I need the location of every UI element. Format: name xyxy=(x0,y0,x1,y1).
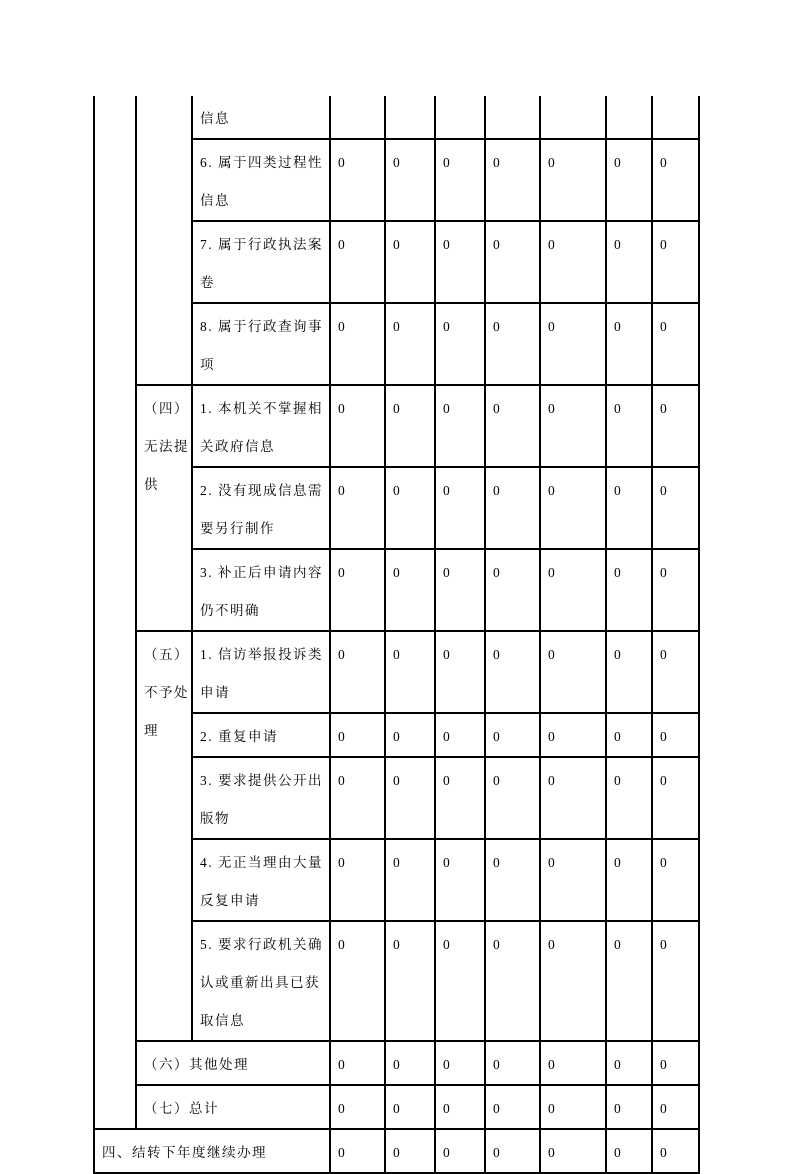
value-cell: 0 xyxy=(330,1129,385,1173)
table-row xyxy=(94,1085,699,1129)
value-cell: 0 xyxy=(435,303,485,385)
value-cell: 0 xyxy=(606,839,652,921)
value-cell xyxy=(606,96,652,139)
table-row xyxy=(94,385,699,467)
value-cell: 0 xyxy=(435,713,485,757)
value-cell: 0 xyxy=(435,549,485,631)
value-cell: 0 xyxy=(540,549,606,631)
value-cell: 0 xyxy=(652,713,699,757)
value-cell: 0 xyxy=(385,713,435,757)
value-cell: 0 xyxy=(652,1129,699,1173)
value-cell: 0 xyxy=(540,1041,606,1085)
value-cell xyxy=(435,96,485,139)
value-cell: 0 xyxy=(485,1129,540,1173)
value-cell: 0 xyxy=(385,467,435,549)
value-cell: 0 xyxy=(652,839,699,921)
value-cell: 0 xyxy=(385,1041,435,1085)
value-cell: 0 xyxy=(435,757,485,839)
value-cell: 0 xyxy=(435,385,485,467)
value-cell: 0 xyxy=(485,1041,540,1085)
value-cell: 0 xyxy=(606,1041,652,1085)
subcategory-label-cell: （四）无法提供 xyxy=(136,385,192,631)
value-cell: 0 xyxy=(606,713,652,757)
outer-category-span-cell xyxy=(94,96,136,1129)
value-cell: 0 xyxy=(652,303,699,385)
value-cell: 0 xyxy=(435,139,485,221)
value-cell: 0 xyxy=(606,1085,652,1129)
value-cell: 0 xyxy=(652,467,699,549)
value-cell: 0 xyxy=(606,631,652,713)
value-cell: 0 xyxy=(540,757,606,839)
value-cell: 0 xyxy=(385,549,435,631)
value-cell: 0 xyxy=(330,1041,385,1085)
item-cell: 1. 信访举报投诉类申请 xyxy=(192,631,330,713)
value-cell: 0 xyxy=(385,1085,435,1129)
value-cell: 0 xyxy=(606,221,652,303)
value-cell: 0 xyxy=(606,467,652,549)
value-cell: 0 xyxy=(330,467,385,549)
item-cell: 四、结转下年度继续办理 xyxy=(94,1129,330,1173)
value-cell: 0 xyxy=(540,467,606,549)
value-cell: 0 xyxy=(485,713,540,757)
item-cell: 1. 本机关不掌握相关政府信息 xyxy=(192,385,330,467)
value-cell: 0 xyxy=(606,757,652,839)
item-cell: 3. 补正后申请内容仍不明确 xyxy=(192,549,330,631)
value-cell: 0 xyxy=(330,631,385,713)
value-cell: 0 xyxy=(652,631,699,713)
value-cell: 0 xyxy=(606,303,652,385)
item-cell: 8. 属于行政查询事项 xyxy=(192,303,330,385)
value-cell: 0 xyxy=(652,139,699,221)
value-cell: 0 xyxy=(330,303,385,385)
value-cell: 0 xyxy=(330,549,385,631)
item-cell: （七）总计 xyxy=(136,1085,330,1129)
value-cell: 0 xyxy=(485,921,540,1041)
subcategory-span-cell-cut xyxy=(136,96,192,385)
value-cell: 0 xyxy=(330,139,385,221)
value-cell: 0 xyxy=(652,921,699,1041)
value-cell: 0 xyxy=(485,839,540,921)
table-row xyxy=(94,1041,699,1085)
value-cell: 0 xyxy=(385,139,435,221)
value-cell: 0 xyxy=(606,385,652,467)
value-cell: 0 xyxy=(330,757,385,839)
table-row xyxy=(94,631,699,713)
value-cell: 0 xyxy=(606,549,652,631)
value-cell: 0 xyxy=(485,757,540,839)
value-cell: 0 xyxy=(435,1041,485,1085)
item-cell: 5. 要求行政机关确认或重新出具已获取信息 xyxy=(192,921,330,1041)
value-cell: 0 xyxy=(652,385,699,467)
value-cell: 0 xyxy=(485,139,540,221)
value-cell: 0 xyxy=(330,221,385,303)
value-cell: 0 xyxy=(435,221,485,303)
value-cell: 0 xyxy=(385,839,435,921)
value-cell: 0 xyxy=(606,139,652,221)
value-cell: 0 xyxy=(540,221,606,303)
value-cell xyxy=(540,96,606,139)
table-row xyxy=(94,1129,699,1173)
value-cell: 0 xyxy=(330,921,385,1041)
value-cell xyxy=(330,96,385,139)
value-cell: 0 xyxy=(385,303,435,385)
value-cell: 0 xyxy=(385,921,435,1041)
value-cell: 0 xyxy=(485,1085,540,1129)
table-row xyxy=(94,96,699,139)
value-cell xyxy=(652,96,699,139)
value-cell: 0 xyxy=(540,713,606,757)
value-cell: 0 xyxy=(435,921,485,1041)
value-cell: 0 xyxy=(652,1041,699,1085)
item-cell: 6. 属于四类过程性信息 xyxy=(192,139,330,221)
value-cell: 0 xyxy=(606,921,652,1041)
item-cell: 3. 要求提供公开出版物 xyxy=(192,757,330,839)
value-cell: 0 xyxy=(385,221,435,303)
value-cell: 0 xyxy=(485,385,540,467)
report-page-sheet xyxy=(93,96,700,1174)
value-cell: 0 xyxy=(435,631,485,713)
item-cell: 7. 属于行政执法案卷 xyxy=(192,221,330,303)
value-cell xyxy=(385,96,435,139)
value-cell: 0 xyxy=(435,839,485,921)
value-cell: 0 xyxy=(485,631,540,713)
value-cell: 0 xyxy=(540,921,606,1041)
disclosure-report-table xyxy=(93,96,700,1174)
item-cell: 4. 无正当理由大量反复申请 xyxy=(192,839,330,921)
item-cell: 2. 重复申请 xyxy=(192,713,330,757)
value-cell: 0 xyxy=(540,385,606,467)
value-cell: 0 xyxy=(540,139,606,221)
value-cell: 0 xyxy=(652,1085,699,1129)
value-cell: 0 xyxy=(385,631,435,713)
value-cell: 0 xyxy=(330,839,385,921)
value-cell: 0 xyxy=(330,385,385,467)
value-cell: 0 xyxy=(540,631,606,713)
value-cell: 0 xyxy=(385,757,435,839)
value-cell: 0 xyxy=(540,1129,606,1173)
value-cell: 0 xyxy=(485,467,540,549)
value-cell: 0 xyxy=(485,549,540,631)
value-cell: 0 xyxy=(385,385,435,467)
value-cell: 0 xyxy=(652,549,699,631)
value-cell: 0 xyxy=(435,1085,485,1129)
value-cell: 0 xyxy=(606,1129,652,1173)
value-cell: 0 xyxy=(485,303,540,385)
value-cell: 0 xyxy=(385,1129,435,1173)
item-cell: 2. 没有现成信息需要另行制作 xyxy=(192,467,330,549)
value-cell: 0 xyxy=(330,1085,385,1129)
value-cell xyxy=(485,96,540,139)
value-cell: 0 xyxy=(435,467,485,549)
value-cell: 0 xyxy=(540,1085,606,1129)
value-cell: 0 xyxy=(540,303,606,385)
item-cell: 信息 xyxy=(192,96,330,139)
value-cell: 0 xyxy=(652,757,699,839)
value-cell: 0 xyxy=(435,1129,485,1173)
subcategory-label-cell: （五）不予处理 xyxy=(136,631,192,1041)
value-cell: 0 xyxy=(540,839,606,921)
value-cell: 0 xyxy=(330,713,385,757)
value-cell: 0 xyxy=(485,221,540,303)
item-cell: （六）其他处理 xyxy=(136,1041,330,1085)
value-cell: 0 xyxy=(652,221,699,303)
